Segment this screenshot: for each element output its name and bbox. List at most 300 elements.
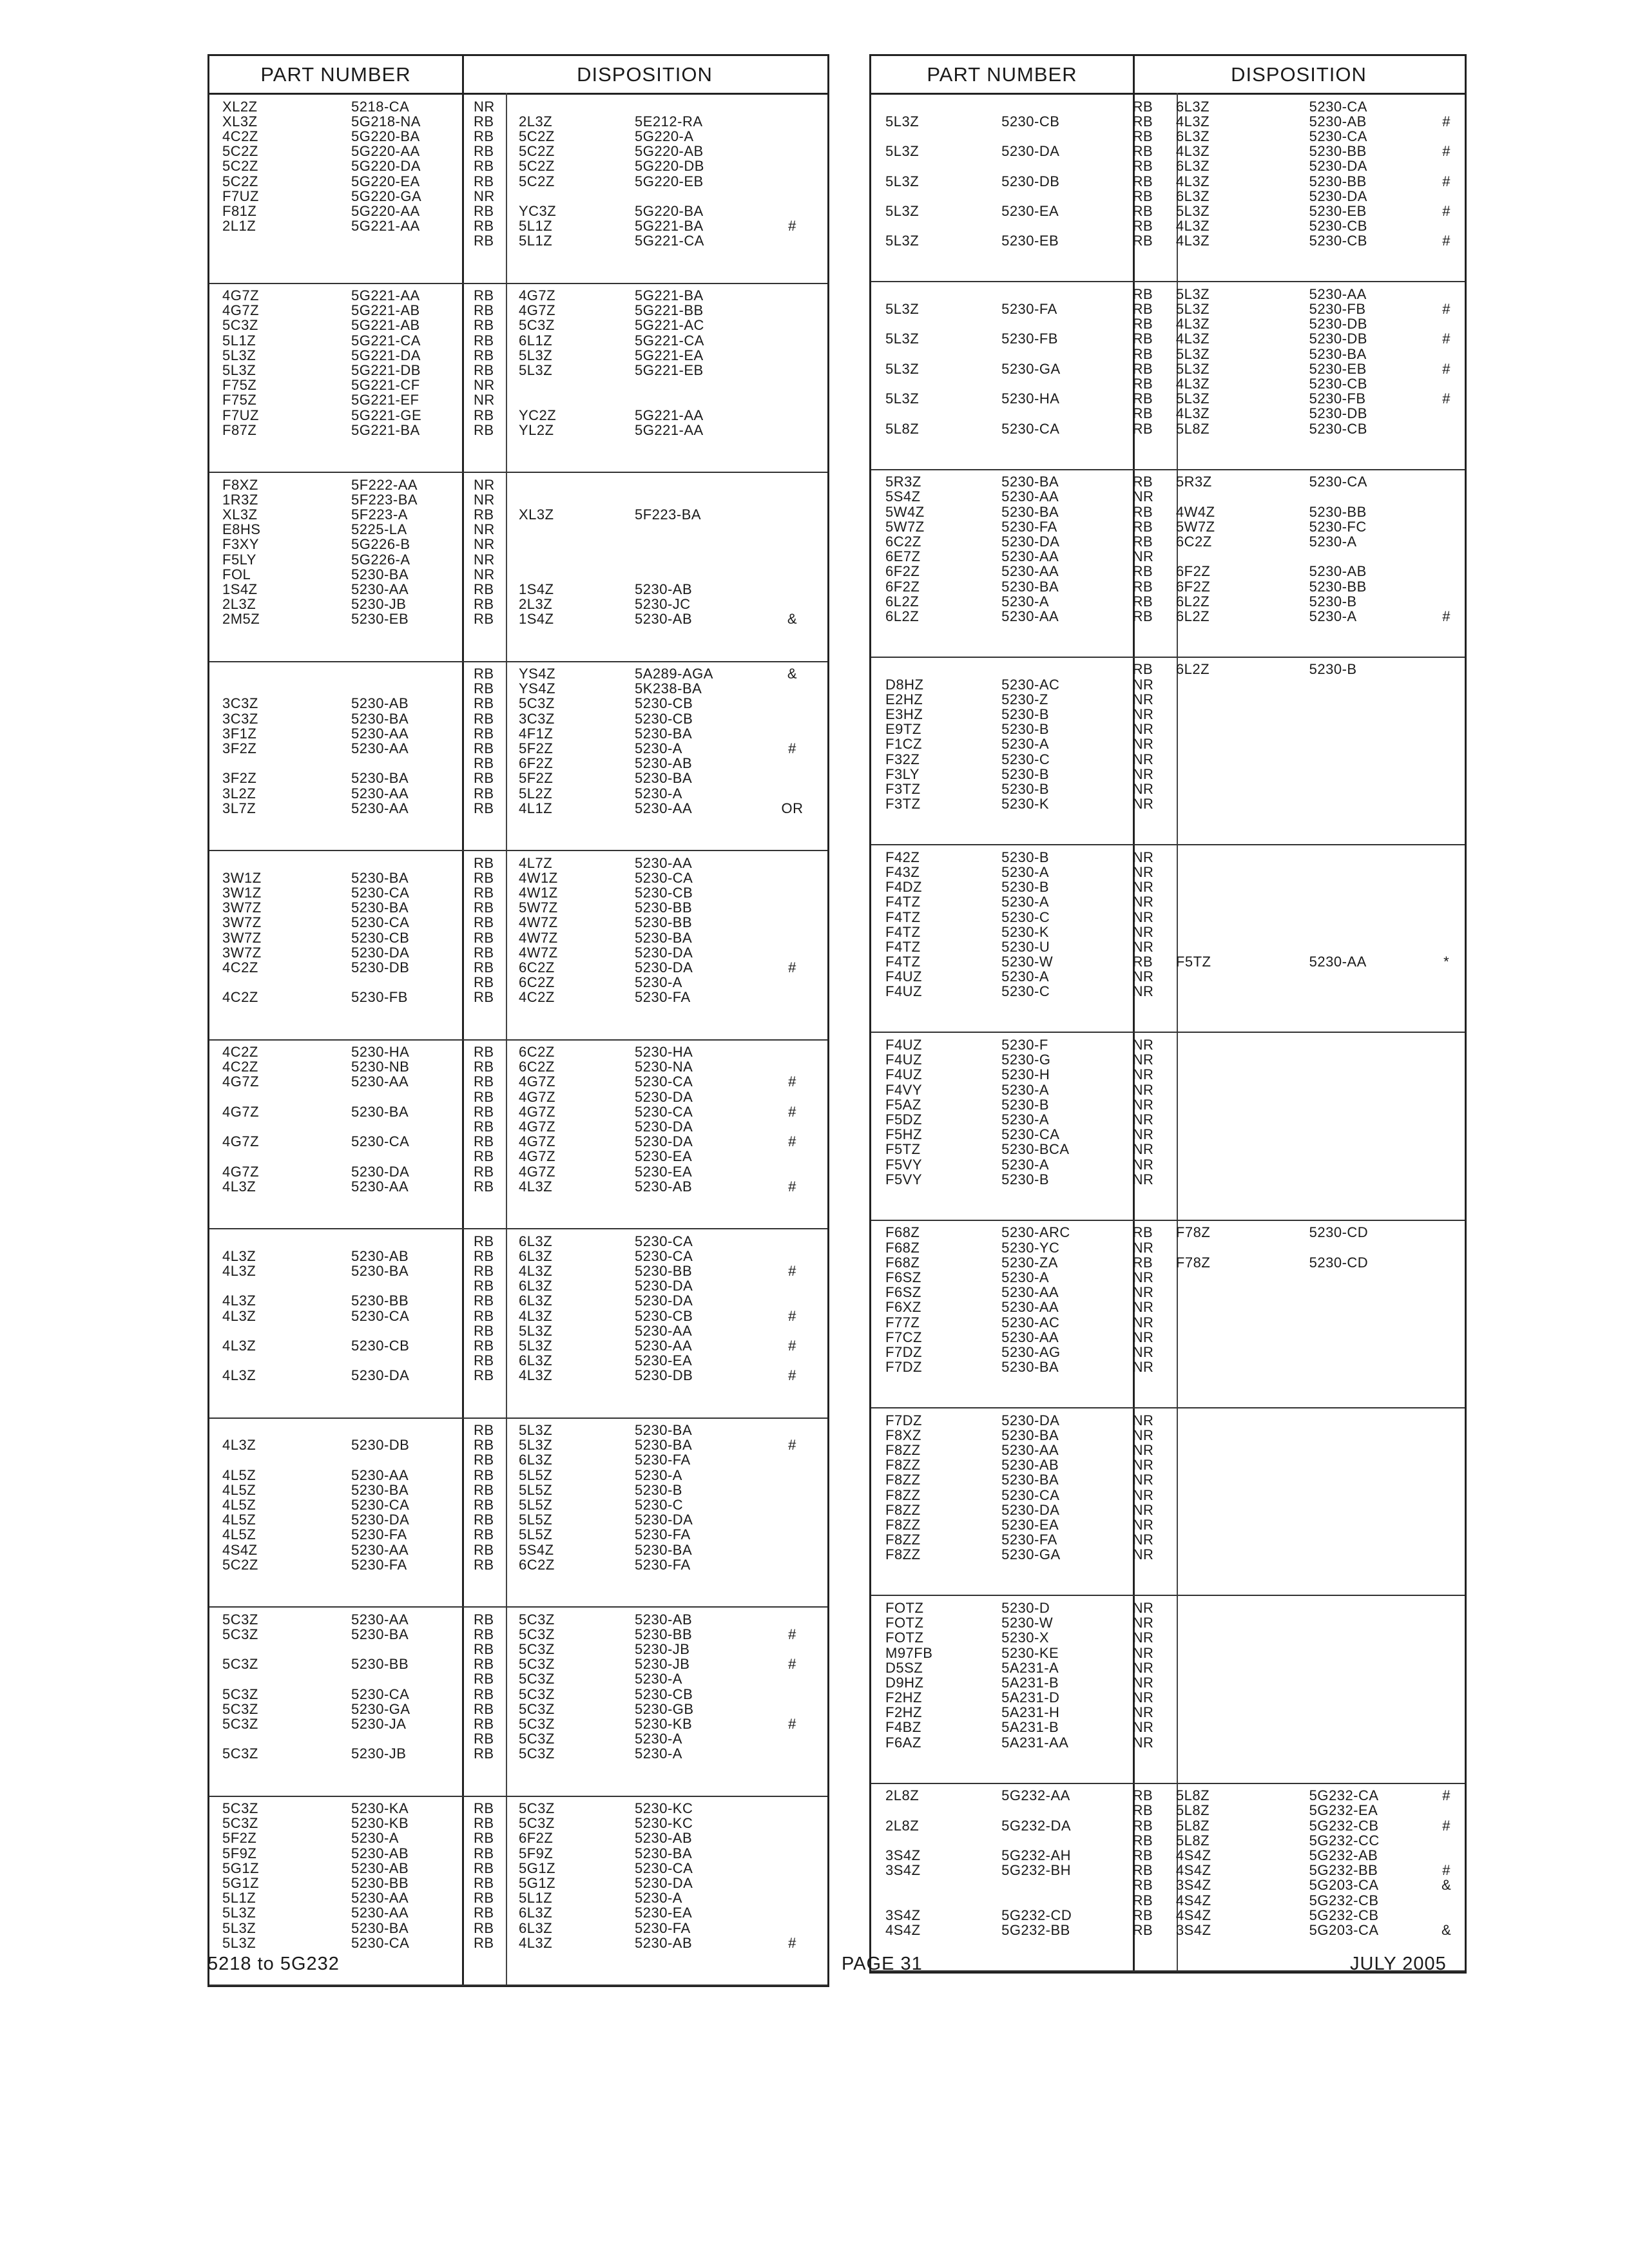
replacement-prefix: 5C3Z (519, 1657, 555, 1672)
disposition-code: RB (474, 1075, 494, 1090)
disposition-code: NR (1132, 865, 1154, 879)
part-base: 5230-BA (351, 771, 409, 786)
replacement-base: 5230-HA (635, 1045, 693, 1060)
disposition-code: RB (474, 144, 494, 159)
disposition-code: NR (1132, 1458, 1154, 1473)
table-row (871, 1240, 1465, 1255)
disposition-block (209, 284, 827, 474)
disposition-code: RB (474, 1483, 494, 1497)
part-prefix: 5C3Z (222, 1816, 258, 1831)
replacement-base: 5230-CB (1309, 219, 1367, 234)
replacement-base: 5230-FB (1309, 302, 1366, 317)
disposition-code: RB (1132, 392, 1153, 407)
disposition-code: RB (1132, 505, 1153, 519)
part-base: 5G220-AA (351, 204, 420, 218)
disposition-code: NR (1132, 1315, 1154, 1330)
part-base: 5230-FA (351, 1528, 407, 1542)
disposition-code: RB (474, 1468, 494, 1483)
table-row (209, 1179, 827, 1194)
replacement-base: 5230-BB (1309, 174, 1367, 189)
part-base: 5230-DB (351, 1438, 410, 1453)
table-row (209, 786, 827, 801)
part-prefix: 5F2Z (222, 1831, 257, 1846)
part-base: 5230-CB (1001, 114, 1060, 129)
part-prefix: 5C3Z (222, 1716, 258, 1731)
table-row (871, 1863, 1465, 1878)
replacement-base: 5230-DA (1309, 189, 1367, 204)
part-prefix: 5L3Z (222, 1906, 256, 1921)
part-prefix: 5L3Z (885, 174, 920, 189)
note-mark: # (1442, 1863, 1451, 1878)
replacement-base: 5E212-RA (635, 114, 703, 129)
disposition-code: NR (474, 523, 495, 537)
table-row (871, 490, 1465, 505)
disposition-code: RB (1132, 1923, 1153, 1937)
replacement-prefix: 5L1Z (519, 219, 553, 234)
table-row (209, 507, 827, 522)
replacement-base: 5G221-EA (635, 348, 704, 363)
part-base: 5230-B (1001, 722, 1050, 737)
table-row (871, 1833, 1465, 1848)
table-row (209, 1716, 827, 1731)
part-base: 5230-AA (351, 786, 409, 801)
part-prefix: 3S4Z (885, 1863, 921, 1878)
part-base: 5G221-GE (351, 408, 422, 423)
part-base: 5230-DA (1001, 1413, 1060, 1428)
disposition-code: RB (474, 1891, 494, 1906)
table-row (871, 955, 1465, 970)
part-prefix: 2L3Z (222, 597, 256, 612)
replacement-base: 5230-KB (635, 1716, 693, 1731)
replacement-base: 5230-DA (635, 1279, 693, 1294)
part-prefix: F7UZ (222, 408, 259, 423)
disposition-code: NR (474, 393, 495, 408)
replacement-base: 5230-DB (1309, 407, 1367, 421)
part-base: 5230-CB (351, 930, 410, 945)
table-row (871, 1488, 1465, 1503)
replacement-prefix: 3S4Z (1175, 1878, 1211, 1893)
replacement-prefix: 5W7Z (519, 901, 558, 916)
disposition-block (209, 1419, 827, 1608)
part-base: 5G232-BH (1001, 1863, 1072, 1878)
replacement-base: 5230-AA (635, 1338, 693, 1353)
part-base: 5230-FB (351, 990, 408, 1005)
footer-date: JULY 2005 (1350, 1954, 1447, 1974)
replacement-base: 5230-CB (635, 885, 693, 900)
part-base: 5230-GA (1001, 361, 1061, 376)
table-row (871, 985, 1465, 999)
part-base: 5230-DB (1001, 174, 1060, 189)
disposition-code: RB (474, 612, 494, 627)
disposition-code: RB (474, 1104, 494, 1119)
replacement-prefix: YS4Z (519, 682, 556, 697)
part-base: 5230-X (1001, 1631, 1050, 1646)
replacement-prefix: 6L3Z (1175, 159, 1210, 174)
replacement-prefix: 5L5Z (519, 1498, 553, 1513)
table-row (209, 523, 827, 537)
part-prefix: 5C3Z (222, 1657, 258, 1672)
part-base: 5230-CA (351, 916, 410, 930)
disposition-code: RB (474, 1423, 494, 1438)
note-mark: & (787, 667, 798, 682)
part-base: 5230-FB (1001, 332, 1058, 347)
disposition-code: RB (474, 916, 494, 930)
part-base: 5230-BB (351, 1657, 409, 1672)
replacement-base: 5G232-EA (1309, 1803, 1378, 1818)
table-row (871, 114, 1465, 129)
part-base: 5230-A (1001, 737, 1050, 752)
disposition-code: RB (474, 975, 494, 990)
replacement-prefix: 5L8Z (1175, 1833, 1210, 1848)
replacement-base: 5230-CA (635, 1861, 693, 1876)
part-prefix: 5L1Z (222, 333, 256, 348)
disposition-code: NR (1132, 1616, 1154, 1631)
replacement-prefix: 4L3Z (1175, 144, 1210, 159)
disposition-block (209, 1041, 827, 1230)
table-row (209, 1747, 827, 1762)
disposition-code: NR (1132, 939, 1154, 954)
table-row (871, 594, 1465, 609)
part-base: 5G232-AH (1001, 1849, 1072, 1863)
table-row (209, 856, 827, 870)
part-prefix: 5C3Z (222, 1687, 258, 1702)
replacement-prefix: YS4Z (519, 667, 556, 682)
part-base: 5G218-NA (351, 114, 421, 129)
part-base: 5230-AC (1001, 1315, 1060, 1330)
part-base: 5230-KA (351, 1802, 409, 1816)
part-base: 5230-B (1001, 707, 1050, 722)
table-row (871, 707, 1465, 722)
part-prefix: 3F2Z (222, 771, 257, 786)
disposition-code: RB (474, 318, 494, 333)
replacement-base: 5G221-AA (635, 408, 704, 423)
part-base: 5230-BA (351, 711, 409, 726)
replacement-prefix: 6L3Z (519, 1234, 553, 1249)
disposition-code: NR (1132, 1285, 1154, 1300)
part-prefix: 3L7Z (222, 801, 256, 816)
disposition-code: NR (474, 189, 495, 204)
disposition-code: RB (474, 1716, 494, 1731)
part-base: 5230-K (1001, 925, 1050, 939)
replacement-base: 5230-AB (635, 1612, 693, 1627)
disposition-code: RB (1132, 955, 1153, 970)
disposition-code: RB (474, 289, 494, 303)
part-prefix: 3W7Z (222, 901, 262, 916)
part-base: 5230-B (1001, 782, 1050, 796)
table-row (871, 392, 1465, 407)
note-mark: # (1442, 302, 1451, 317)
replacement-prefix: 4W7Z (519, 916, 558, 930)
part-prefix: F7UZ (222, 189, 259, 204)
part-base: 5230-BA (351, 870, 409, 885)
part-base: 5A231-H (1001, 1706, 1060, 1720)
replacement-prefix: 4F1Z (519, 726, 554, 741)
disposition-code: NR (1132, 1533, 1154, 1548)
table-row (209, 1936, 827, 1950)
table-row (209, 289, 827, 303)
table-row (209, 174, 827, 189)
left-table-header (209, 56, 827, 95)
replacement-prefix: 4L3Z (1175, 114, 1210, 129)
table-row (209, 726, 827, 741)
disposition-code: NR (1132, 1240, 1154, 1255)
disposition-code: RB (474, 1323, 494, 1338)
part-prefix: FOL (222, 567, 251, 582)
part-base: 5230-KB (351, 1816, 409, 1831)
disposition-code: RB (474, 1498, 494, 1513)
part-base: 5230-AA (351, 1612, 409, 1627)
replacement-base: 5230-BA (635, 726, 693, 741)
replacement-base: 5230-CA (635, 1249, 693, 1264)
table-row (209, 1642, 827, 1657)
part-base: 5230-F (1001, 1038, 1048, 1053)
disposition-code: NR (474, 537, 495, 552)
part-prefix: F8ZZ (885, 1518, 921, 1532)
part-prefix: 5L3Z (885, 361, 920, 376)
disposition-code: RB (474, 408, 494, 423)
disposition-code: NR (1132, 1082, 1154, 1097)
replacement-prefix: 5L1Z (519, 234, 553, 249)
part-base: 5230-AB (351, 1846, 409, 1861)
replacement-base: 5230-AA (635, 1323, 693, 1338)
note-mark: # (788, 1716, 796, 1731)
disposition-code: RB (474, 219, 494, 234)
table-row (871, 505, 1465, 519)
disposition-code: RB (1132, 361, 1153, 376)
disposition-code: RB (1132, 1255, 1153, 1270)
table-row (871, 1923, 1465, 1937)
part-base: 5230-DA (1001, 1503, 1060, 1517)
part-base: 5A231-AA (1001, 1735, 1069, 1750)
part-base: 5230-B (1001, 1172, 1050, 1187)
part-prefix: F4TZ (885, 910, 921, 925)
replacement-prefix: 4W1Z (519, 885, 558, 900)
part-base: 5230-BCA (1001, 1142, 1070, 1157)
part-base: 5G221-AB (351, 303, 420, 318)
disposition-code: RB (474, 756, 494, 771)
note-mark: # (788, 1179, 796, 1194)
table-row (871, 219, 1465, 234)
replacement-base: 5230-BA (635, 1438, 693, 1453)
replacement-prefix: 4C2Z (519, 990, 555, 1005)
table-row (209, 801, 827, 816)
replacement-prefix: 6L3Z (519, 1906, 553, 1921)
table-row (209, 567, 827, 582)
disposition-code: RB (474, 597, 494, 612)
disposition-code: NR (1132, 1113, 1154, 1128)
replacement-base: 5G203-CA (1309, 1923, 1379, 1937)
replacement-prefix: 5L5Z (519, 1483, 553, 1497)
part-prefix: 6E7Z (885, 550, 921, 564)
part-prefix: 2M5Z (222, 612, 260, 627)
replacement-prefix: 4G7Z (519, 303, 556, 318)
part-prefix: 4L3Z (222, 1309, 256, 1323)
table-row (871, 1300, 1465, 1315)
disposition-code: RB (474, 423, 494, 437)
table-row (871, 1631, 1465, 1646)
table-row (871, 174, 1465, 189)
part-base: 5230-DA (351, 1369, 410, 1383)
note-mark: # (1442, 1789, 1451, 1803)
disposition-code: RB (474, 1612, 494, 1627)
part-prefix: 4L3Z (222, 1438, 256, 1453)
part-prefix: F3TZ (885, 782, 921, 796)
disposition-code: RB (474, 159, 494, 174)
replacement-base: 5230-KC (635, 1816, 693, 1831)
replacement-prefix: 6F2Z (519, 1831, 554, 1846)
table-row (871, 1428, 1465, 1443)
replacement-base: 5230-CD (1309, 1225, 1369, 1240)
replacement-prefix: 5L3Z (519, 363, 553, 378)
disposition-code: NR (1132, 1720, 1154, 1735)
replacement-base: 5G232-CA (1309, 1789, 1379, 1803)
part-base: 5230-EA (1001, 1518, 1059, 1532)
table-row (209, 1921, 827, 1936)
replacement-base: 5230-DB (1309, 317, 1367, 332)
part-base: 5230-YC (1001, 1240, 1060, 1255)
part-prefix: 6L2Z (885, 594, 920, 609)
part-prefix: 6L2Z (885, 609, 920, 624)
replacement-prefix: 5L3Z (519, 1438, 553, 1453)
part-prefix: F6XZ (885, 1300, 921, 1315)
replacement-prefix: 4L3Z (1175, 377, 1210, 392)
part-prefix: F7CZ (885, 1330, 922, 1345)
part-base: 5230-H (1001, 1068, 1050, 1082)
replacement-base: 5G221-BA (635, 289, 704, 303)
table-row (209, 1802, 827, 1816)
part-base: 5G220-DA (351, 159, 421, 174)
table-row (209, 975, 827, 990)
part-prefix: F4TZ (885, 925, 921, 939)
disposition-code: RB (474, 1234, 494, 1249)
replacement-base: 5230-DA (635, 945, 693, 960)
replacement-prefix: YC2Z (519, 408, 557, 423)
part-prefix: 2L8Z (885, 1818, 920, 1833)
part-prefix: 5L3Z (885, 204, 920, 218)
part-base: 5A231-B (1001, 1720, 1059, 1735)
replacement-prefix: 4L3Z (519, 1369, 553, 1383)
table-row (209, 318, 827, 333)
part-base: 5G221-CF (351, 378, 420, 393)
table-row (209, 1369, 827, 1383)
replacement-base: 5230-FA (635, 1921, 691, 1936)
replacement-prefix: 5L3Z (519, 348, 553, 363)
replacement-base: 5230-DA (635, 1513, 693, 1528)
disposition-code: RB (1132, 99, 1153, 114)
replacement-base: 5G232-CB (1309, 1893, 1379, 1908)
table-row (209, 1627, 827, 1642)
part-prefix: 3W1Z (222, 870, 262, 885)
part-prefix: 4L3Z (222, 1369, 256, 1383)
replacement-base: 5G232-BB (1309, 1863, 1378, 1878)
disposition-code: RB (474, 801, 494, 816)
table-row (209, 1528, 827, 1542)
part-base: 5230-AA (351, 1075, 409, 1090)
disposition-code: NR (1132, 1706, 1154, 1720)
part-base: 5230-A (1001, 1113, 1050, 1128)
part-base: 5230-AA (351, 801, 409, 816)
replacement-prefix: 4S4Z (1175, 1908, 1211, 1923)
part-prefix: 4L5Z (222, 1468, 256, 1483)
replacement-prefix: 1S4Z (519, 582, 554, 597)
part-base: 5230-CB (351, 1338, 410, 1353)
disposition-code: RB (474, 1747, 494, 1762)
replacement-base: 5230-BB (635, 1264, 693, 1278)
part-prefix: 5L3Z (885, 234, 920, 249)
replacement-prefix: 4L3Z (1175, 174, 1210, 189)
table-row (209, 1861, 827, 1876)
disposition-block (871, 1784, 1465, 1972)
disposition-code: RB (474, 1936, 494, 1950)
part-base: 5230-AA (1001, 490, 1059, 505)
replacement-prefix: 5F9Z (519, 1846, 554, 1861)
table-row (209, 234, 827, 249)
part-prefix: 5L3Z (222, 348, 256, 363)
disposition-code: RB (474, 1816, 494, 1831)
part-prefix: 5C3Z (222, 1612, 258, 1627)
replacement-base: 5230-A (1309, 534, 1357, 549)
part-prefix: 5C3Z (222, 1747, 258, 1762)
disposition-code: RB (474, 1906, 494, 1921)
part-prefix: 5R3Z (885, 475, 921, 490)
table-row (209, 1542, 827, 1557)
part-base: 5G221-AA (351, 219, 420, 234)
replacement-base: 5230-B (1309, 662, 1357, 677)
disposition-code: RB (474, 960, 494, 975)
disposition-code: RB (474, 1921, 494, 1936)
part-base: 5230-W (1001, 1616, 1054, 1631)
disposition-code: RB (474, 1179, 494, 1194)
part-base: 5230-U (1001, 939, 1050, 954)
note-mark: # (1442, 144, 1451, 159)
note-mark: & (787, 612, 798, 627)
table-row (209, 1906, 827, 1921)
part-prefix: D9HZ (885, 1675, 924, 1690)
table-row (871, 722, 1465, 737)
disposition-code: RB (474, 786, 494, 801)
replacement-prefix: 4L3Z (1175, 407, 1210, 421)
part-base: 5G221-AB (351, 318, 420, 333)
part-base: 5230-AB (351, 1249, 409, 1264)
table-row (209, 1338, 827, 1353)
replacement-base: 5230-KC (635, 1802, 693, 1816)
part-base: 5G226-A (351, 552, 410, 567)
replacement-prefix: 5F2Z (519, 771, 554, 786)
replacement-base: 5230-FB (1309, 392, 1366, 407)
part-base: 5230-DB (351, 960, 410, 975)
part-base: 5230-A (1001, 594, 1050, 609)
disposition-code: NR (1132, 1360, 1154, 1375)
table-row (871, 1360, 1465, 1374)
replacement-prefix: 5L3Z (519, 1423, 553, 1438)
part-base: 5G232-AA (1001, 1789, 1070, 1803)
disposition-code: RB (474, 1528, 494, 1542)
replacement-base: 5F223-BA (635, 507, 702, 522)
replacement-prefix: 5R3Z (1175, 475, 1212, 490)
part-base: 5230-BA (1001, 579, 1059, 594)
part-base: 5230-CA (351, 1498, 410, 1513)
part-base: 5A231-D (1001, 1691, 1060, 1706)
replacement-base: 5230-EB (1309, 204, 1367, 218)
part-base: 5230-A (1001, 970, 1050, 985)
replacement-base: 5230-CB (635, 1309, 693, 1323)
part-base: 5230-AB (351, 697, 409, 711)
table-row (209, 901, 827, 916)
replacement-prefix: 4L3Z (1175, 219, 1210, 234)
replacement-prefix: 6F2Z (1175, 579, 1211, 594)
table-row (871, 1660, 1465, 1675)
table-row (209, 1135, 827, 1149)
